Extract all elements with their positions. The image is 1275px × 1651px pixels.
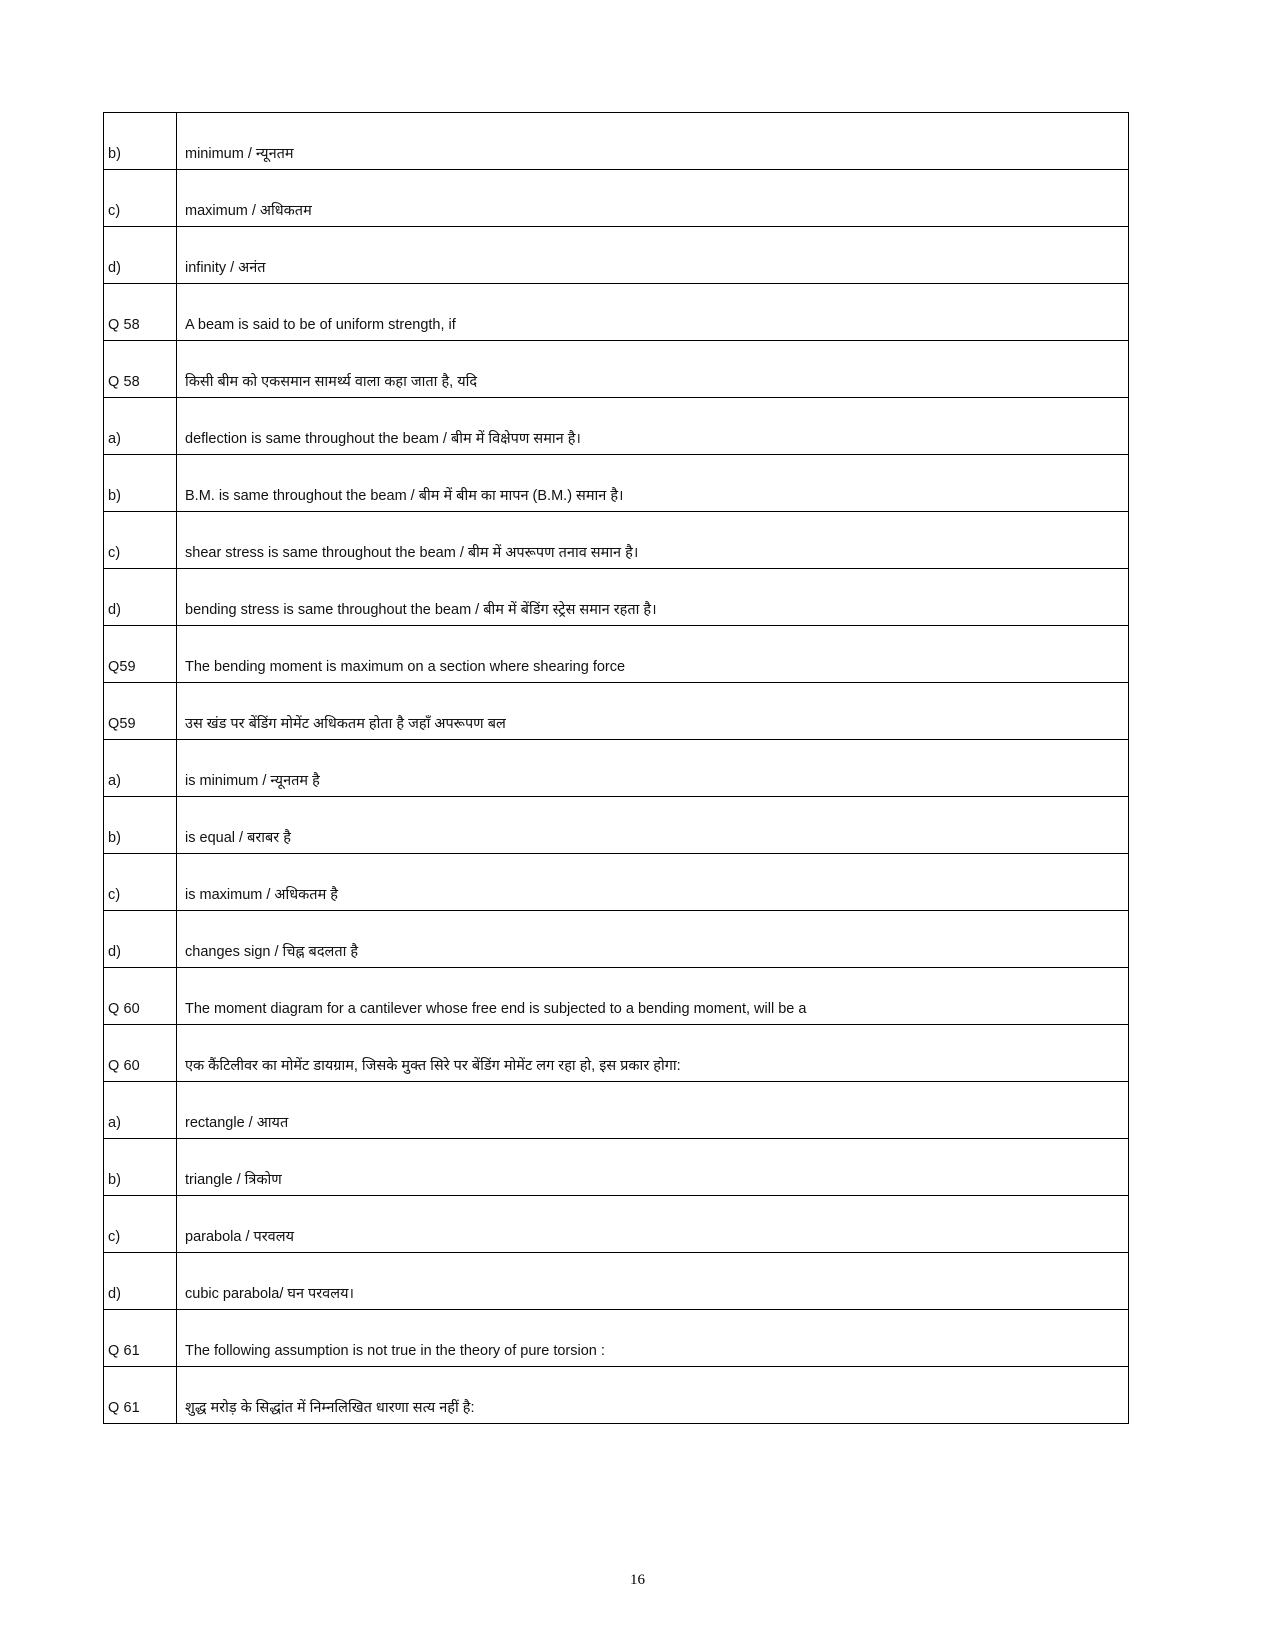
row-content: rectangle / आयत (177, 1082, 1129, 1139)
row-label: d) (104, 227, 177, 284)
row-content: The bending moment is maximum on a section where shearing force (177, 626, 1129, 683)
row-content: शुद्ध मरोड़ के सिद्धांत में निम्नलिखित धारणा सत्य नहीं है: (177, 1367, 1129, 1424)
table-row (104, 227, 1129, 284)
row-label: d) (104, 911, 177, 968)
row-label: c) (104, 170, 177, 227)
row-label: b) (104, 1139, 177, 1196)
row-content: cubic parabola/ घन परवलय। (177, 1253, 1129, 1310)
row-label: a) (104, 740, 177, 797)
row-label: c) (104, 854, 177, 911)
question-table (103, 112, 1129, 1424)
row-label: b) (104, 455, 177, 512)
row-content: The following assumption is not true in the theory of pure torsion : (177, 1310, 1129, 1367)
row-content: is minimum / न्यूनतम है (177, 740, 1129, 797)
row-content: changes sign / चिह्न बदलता है (177, 911, 1129, 968)
table-row (104, 968, 1129, 1025)
row-content: triangle / त्रिकोण (177, 1139, 1129, 1196)
page-number: 16 (630, 1572, 645, 1588)
table-row (104, 1139, 1129, 1196)
table-row (104, 1025, 1129, 1082)
question-table-body (104, 113, 1129, 1424)
row-content: is maximum / अधिकतम है (177, 854, 1129, 911)
row-content: infinity / अनंत (177, 227, 1129, 284)
table-row (104, 683, 1129, 740)
row-label: a) (104, 398, 177, 455)
row-label: d) (104, 1253, 177, 1310)
table-row (104, 341, 1129, 398)
row-label: c) (104, 512, 177, 569)
table-row (104, 740, 1129, 797)
row-label: Q59 (104, 626, 177, 683)
row-content: एक कैंटिलीवर का मोमेंट डायग्राम, जिसके मुक्त सिरे पर बेंडिंग मोमेंट लग रहा हो, इस प्रकार होगा: (177, 1025, 1129, 1082)
row-content: deflection is same throughout the beam / बीम में विक्षेपण समान है। (177, 398, 1129, 455)
table-row (104, 1253, 1129, 1310)
row-content: shear stress is same throughout the beam / बीम में अपरूपण तनाव समान है। (177, 512, 1129, 569)
row-content: किसी बीम को एकसमान सामर्थ्य वाला कहा जाता है, यदि (177, 341, 1129, 398)
row-content: parabola / परवलय (177, 1196, 1129, 1253)
row-content: minimum / न्यूनतम (177, 113, 1129, 170)
table-row (104, 170, 1129, 227)
table-row (104, 1310, 1129, 1367)
row-label: a) (104, 1082, 177, 1139)
table-row (104, 854, 1129, 911)
table-row (104, 1082, 1129, 1139)
table-row (104, 113, 1129, 170)
table-row (104, 911, 1129, 968)
table-row (104, 1196, 1129, 1253)
table-row (104, 569, 1129, 626)
row-label: Q 60 (104, 968, 177, 1025)
row-content: उस खंड पर बेंडिंग मोमेंट अधिकतम होता है जहाँ अपरूपण बल (177, 683, 1129, 740)
table-row (104, 512, 1129, 569)
table-row (104, 1367, 1129, 1424)
row-content: is equal / बराबर है (177, 797, 1129, 854)
table-row (104, 797, 1129, 854)
row-content: B.M. is same throughout the beam / बीम में बीम का मापन (B.M.) समान है। (177, 455, 1129, 512)
row-label: Q59 (104, 683, 177, 740)
row-label: Q 58 (104, 341, 177, 398)
row-label: Q 61 (104, 1310, 177, 1367)
row-label: Q 58 (104, 284, 177, 341)
table-row (104, 626, 1129, 683)
row-content: bending stress is same throughout the beam / बीम में बेंडिंग स्ट्रेस समान रहता है। (177, 569, 1129, 626)
row-label: c) (104, 1196, 177, 1253)
table-row (104, 455, 1129, 512)
row-content: The moment diagram for a cantilever whose free end is subjected to a bending moment, will be a (177, 968, 1129, 1025)
table-row (104, 284, 1129, 341)
row-label: d) (104, 569, 177, 626)
row-label: Q 61 (104, 1367, 177, 1424)
table-row (104, 398, 1129, 455)
row-label: Q 60 (104, 1025, 177, 1082)
row-content: A beam is said to be of uniform strength, if (177, 284, 1129, 341)
row-label: b) (104, 113, 177, 170)
row-label: b) (104, 797, 177, 854)
row-content: maximum / अधिकतम (177, 170, 1129, 227)
